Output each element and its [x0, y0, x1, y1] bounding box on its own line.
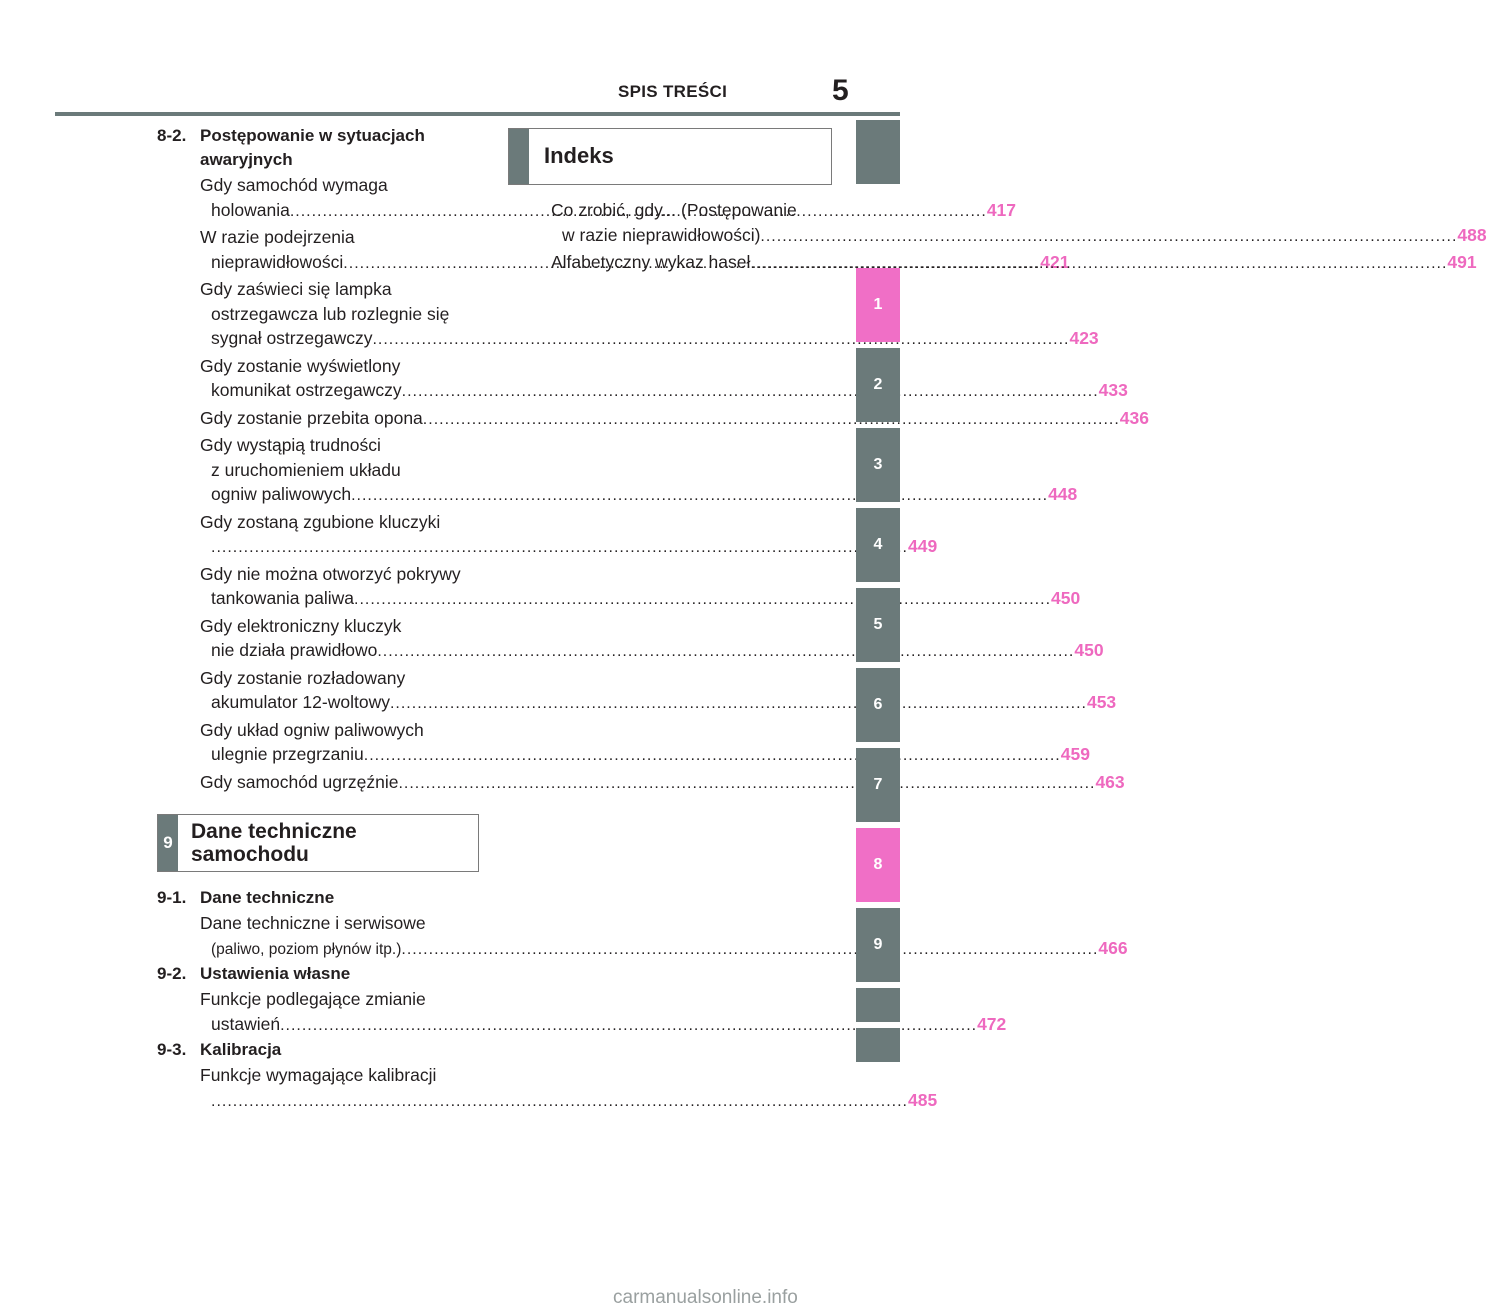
toc-entry-leader-row [551, 223, 1487, 250]
toc-entry[interactable] [157, 510, 938, 561]
toc-entry[interactable] [157, 433, 1078, 509]
toc-entry[interactable] [157, 406, 1149, 433]
toc-entry-leader-row [200, 690, 1117, 717]
toc-entry-text: Gdy samochód ugrzęźnie [200, 771, 399, 792]
toc-entry-leader-row [200, 326, 1099, 353]
toc-entry-text: Co zrobić, gdy... (Postępowanie [551, 200, 797, 220]
toc-entry-leader-row [200, 534, 938, 561]
page-reference-link[interactable]: 449 [908, 536, 938, 556]
toc-entry-leader-row [200, 742, 1090, 769]
page-reference-link[interactable]: 466 [1098, 937, 1128, 958]
dot-leader [402, 383, 1099, 400]
dot-leader [760, 228, 1457, 245]
toc-entry[interactable] [157, 911, 1128, 962]
chapter-tab-blank[interactable] [856, 1028, 900, 1062]
toc-entry-leader-row [200, 378, 1128, 405]
toc-entry-text: Gdy zostaną zgubione kluczyki [200, 511, 441, 532]
toc-entry-text: komunikat ostrzegawczy [211, 380, 402, 400]
toc-entry[interactable] [157, 666, 1117, 717]
toc-entry-text: Gdy elektroniczny kluczyk [200, 615, 402, 636]
section-title: Kalibracja [200, 1040, 282, 1059]
toc-entry-text: ulegnie przegrzaniu [211, 744, 364, 764]
toc-entry-text: ogniw paliwowych [211, 484, 352, 504]
page-reference-link[interactable]: 421 [1040, 251, 1070, 272]
section-number: 9-2. [157, 964, 187, 983]
section-heading-9-3 [157, 1038, 479, 1062]
dot-leader [423, 408, 1120, 433]
toc-entry[interactable] [157, 277, 1099, 353]
chapter-tab-blank[interactable] [856, 988, 900, 1022]
dot-leader [390, 695, 1087, 712]
toc-entry-leader-row [200, 638, 1104, 665]
toc-entry-text: Gdy wystąpią trudności [200, 435, 381, 455]
page-reference-link[interactable]: 459 [1060, 744, 1090, 764]
toc-entry-leader-row [200, 482, 1078, 509]
toc-entry[interactable] [157, 718, 1090, 769]
dot-leader [401, 941, 1098, 958]
page-reference-link[interactable]: 417 [986, 199, 1017, 220]
toc-entry-text: Funkcje wymagające kalibracji [200, 1065, 437, 1085]
section-title: Postępowanie w sytuacjach awaryjnych [200, 126, 425, 169]
index-box-title: Indeks [544, 143, 614, 168]
toc-entry-leader-row [200, 1088, 938, 1115]
page-reference-link[interactable]: 450 [1074, 640, 1104, 660]
toc-entry-text: akumulator 12-woltowy [211, 692, 390, 712]
toc-entry-leader-row [200, 770, 1125, 797]
chapter-tab-7[interactable]: 7 [856, 748, 900, 822]
watermark: carmanualsonline.info [613, 1287, 798, 1308]
page-reference-link[interactable]: 436 [1119, 407, 1149, 428]
dot-leader [750, 252, 1447, 277]
toc-entry[interactable] [157, 987, 1007, 1038]
dot-leader [377, 643, 1074, 660]
dot-leader [398, 772, 1095, 797]
toc-list-9-1 [157, 911, 1128, 962]
toc-entry-text: Gdy zaświeci się lampka [200, 279, 392, 299]
chapter-tab-8[interactable]: 8 [856, 828, 900, 902]
chapter-9-box[interactable] [157, 814, 479, 872]
dot-leader [211, 539, 908, 556]
chapter-tab-9[interactable]: 9 [856, 908, 900, 982]
toc-list-9-2 [157, 987, 1007, 1038]
dot-leader [351, 487, 1048, 504]
chapter-tab-2[interactable]: 2 [856, 348, 900, 422]
toc-entry-text: z uruchomieniem układu [211, 459, 401, 480]
toc-entry-text: Gdy samochód wymaga [200, 175, 388, 195]
section-number: 8-2. [157, 126, 187, 145]
chapter-tab-5[interactable]: 5 [856, 588, 900, 662]
page-number: 5 [832, 74, 849, 107]
page-reference-link[interactable]: 433 [1098, 380, 1128, 400]
toc-entry[interactable] [157, 614, 1104, 665]
toc-entry-text: Gdy układ ogniw paliwowych [200, 719, 424, 740]
page-reference-link[interactable]: 491 [1447, 252, 1477, 272]
dot-leader [354, 591, 1051, 608]
chapter-9-title: Dane techniczne samochodu [191, 820, 357, 866]
section-number: 9-3. [157, 1040, 187, 1059]
chapter-tab-6[interactable]: 6 [856, 668, 900, 742]
page-reference-link[interactable]: 463 [1095, 771, 1125, 792]
dot-leader [364, 747, 1061, 764]
toc-entry-text: Gdy zostanie wyświetlony [200, 355, 401, 376]
toc-entry-text: Funkcje podlegające zmianie [200, 989, 426, 1009]
toc-entry-text: holowania [211, 199, 290, 220]
toc-entry-text: Gdy zostanie przebita opona [200, 407, 423, 428]
toc-entry-text: ostrzegawcza lub rozlegnie się [211, 303, 450, 324]
toc-entry[interactable] [157, 770, 1125, 797]
toc-entry[interactable] [157, 1063, 938, 1114]
section-number: 9-1. [157, 888, 187, 907]
section-heading-9-2 [157, 962, 479, 986]
page-header-title: SPIS TREŚCI [618, 82, 728, 101]
index-box-bar [509, 129, 529, 184]
section-heading-8-2 [157, 124, 479, 172]
toc-entry[interactable] [157, 562, 1081, 613]
toc-entry-text: Gdy zostanie rozładowany [200, 667, 406, 688]
toc-entry-text: ustawień [211, 1013, 281, 1034]
chapter-tab-3[interactable]: 3 [856, 428, 900, 502]
index-box[interactable] [508, 128, 832, 185]
page-reference-link[interactable]: 485 [908, 1089, 938, 1110]
toc-entry-text: Alfabetyczny wykaz haseł [551, 252, 751, 272]
toc-entry-text: Gdy nie można otworzyć pokrywy [200, 563, 461, 584]
section-title: Dane techniczne [200, 888, 335, 907]
page-reference-link[interactable]: 472 [977, 1013, 1007, 1034]
dot-leader [372, 331, 1069, 348]
toc-list-9-3 [157, 1063, 938, 1114]
dot-leader [211, 1093, 908, 1110]
toc-entry-leader-row [200, 936, 1128, 963]
toc-entry-text: W razie podejrzenia [200, 227, 355, 247]
page-reference-link[interactable]: 450 [1051, 588, 1081, 608]
toc-entry-text: tankowania paliwa [211, 588, 355, 608]
toc-entry-text: Dane techniczne i serwisowe [200, 913, 426, 933]
toc-entry-leader-row [200, 586, 1081, 613]
chapter-tab-blank[interactable] [856, 120, 900, 184]
toc-entry-text: nieprawidłowości [211, 251, 344, 272]
toc-entry-text: nie działa prawidłowo [211, 640, 378, 660]
toc-entry-text: w razie nieprawidłowości) [562, 224, 761, 245]
toc-entry-leader-row [200, 1012, 1007, 1039]
toc-entry-text: (paliwo, poziom płynów itp.) [211, 940, 402, 958]
section-heading-9-1 [157, 886, 479, 910]
page-reference-link[interactable]: 448 [1048, 484, 1078, 504]
chapter-tab-1[interactable]: 1 [856, 268, 900, 342]
header-rule [55, 112, 900, 116]
chapter-9-number: 9 [158, 815, 178, 871]
toc-entry[interactable] [157, 354, 1128, 405]
toc-entry-text: sygnał ostrzegawczy [211, 328, 373, 348]
toc-entry-leader-row [200, 406, 1149, 433]
chapter-tab-4[interactable]: 4 [856, 508, 900, 582]
page-reference-link[interactable]: 423 [1069, 328, 1099, 348]
page-reference-link[interactable]: 488 [1457, 224, 1487, 245]
page-reference-link[interactable]: 453 [1086, 692, 1117, 712]
section-title: Ustawienia własne [200, 964, 351, 983]
